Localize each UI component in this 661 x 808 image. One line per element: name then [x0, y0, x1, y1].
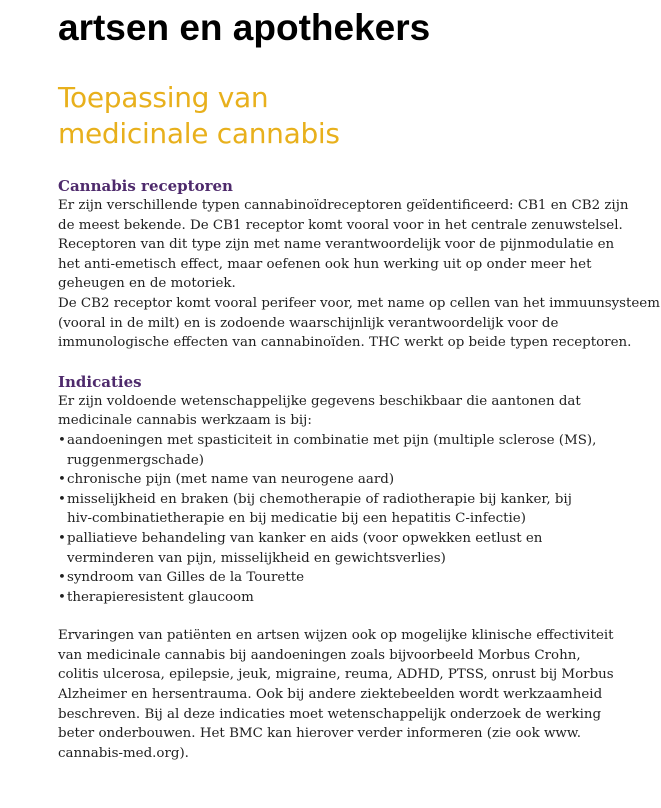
- text-line: beter onderbouwen. Het BMC kan hierover verder informeren (zie ook www.: [58, 726, 582, 742]
- text-line: Ervaringen van patiënten en artsen wijzen ook op mogelijke klinische effectiviteit: [58, 628, 614, 644]
- text-line: therapieresistent glaucoom: [67, 589, 254, 605]
- text-line: de meest bekende. De CB1 receptor komt vooral voor in het centrale zenuwstelsel.: [58, 217, 623, 233]
- text-line: verminderen van pijn, misselijkheid en gewichtsverlies): [67, 550, 446, 566]
- text-line: hiv-combinatietherapie en bij medicatie bij een hepatitis C-infectie): [67, 511, 526, 527]
- section-spacer: [58, 353, 618, 372]
- section-title-line-1: Toepassing van: [58, 81, 269, 114]
- text-line: palliatieve behandeling van kanker en aids (voor opwekken eetlust en: [67, 530, 543, 546]
- text-line: cannabis-med.org).: [58, 745, 189, 761]
- article-content: [58, 176, 660, 763]
- paragraph-indicaties-intro: [58, 392, 618, 431]
- list-item: [58, 568, 618, 588]
- section-title-line-2: medicinale cannabis: [58, 117, 340, 150]
- indications-list: [58, 431, 618, 607]
- text-line: Er zijn voldoende wetenschappelijke gegevens beschikbaar die aantonen dat: [58, 393, 581, 409]
- text-line: syndroom van Gilles de la Tourette: [67, 570, 305, 586]
- bullet-icon: •: [58, 570, 66, 586]
- heading-cannabis-receptoren: Cannabis receptoren: [58, 177, 233, 195]
- text-line: chronische pijn (met name van neurogene aard): [67, 472, 395, 488]
- text-line: beschreven. Bij al deze indicaties moet wetenschappelijk onderzoek de werking: [58, 706, 602, 722]
- text-line: Er zijn verschillende typen cannabinoïdreceptoren geïdentificeerd: CB1 en CB2 zijn: [58, 198, 629, 213]
- header-title: artsen en apothekers: [58, 7, 431, 48]
- paragraph-ervaringen: [58, 626, 618, 763]
- bullet-icon: •: [58, 432, 66, 448]
- list-item: [58, 529, 618, 568]
- text-line: van medicinale cannabis bij aandoeningen zoals bijvoorbeeld Morbus Crohn,: [58, 647, 581, 663]
- section-spacer: [58, 607, 618, 626]
- list-item: [58, 490, 618, 529]
- heading-indicaties: Indicaties: [58, 372, 142, 391]
- list-item: [58, 470, 618, 490]
- text-line: De CB2 receptor komt vooral perifeer voor, met name op cellen van het immuunsysteem: [58, 295, 660, 311]
- paragraph-receptoren-2: [58, 294, 660, 353]
- text-line: Receptoren van dit type zijn met name verantwoordelijk voor de pijnmodulatie en: [58, 237, 615, 253]
- text-line: Alzheimer en hersentrauma. Ook bij andere ziektebeelden wordt werkzaamheid: [58, 687, 603, 703]
- text-line: aandoeningen met spasticiteit in combinatie met pijn (multiple sclerose (MS),: [67, 432, 597, 448]
- section-title: [58, 80, 340, 152]
- list-item: [58, 588, 618, 608]
- list-item: [58, 431, 618, 470]
- text-line: ruggenmergschade): [67, 452, 205, 468]
- bullet-icon: •: [58, 472, 66, 488]
- text-line: immunologische effecten van cannabinoïden. THC werkt op beide typen receptoren.: [58, 335, 632, 351]
- text-line: misselijkheid en braken (bij chemotherapie of radiotherapie bij kanker, bij: [67, 491, 572, 507]
- bullet-icon: •: [58, 491, 66, 507]
- text-line: het anti-emetisch effect, maar oefenen ook hun werking uit op onder meer het: [58, 256, 592, 272]
- paragraph-receptoren-1: [58, 196, 629, 294]
- text-line: colitis ulcerosa, epilepsie, jeuk, migraine, reuma, ADHD, PTSS, onrust bij Morbus: [58, 667, 614, 683]
- text-line: medicinale cannabis werkzaam is bij:: [58, 413, 312, 429]
- bullet-icon: •: [58, 530, 66, 546]
- bullet-icon: •: [58, 589, 66, 605]
- text-line: (vooral in de milt) en is zodoende waarschijnlijk verantwoordelijk voor de: [58, 315, 559, 331]
- text-line: geheugen en de motoriek.: [58, 276, 236, 292]
